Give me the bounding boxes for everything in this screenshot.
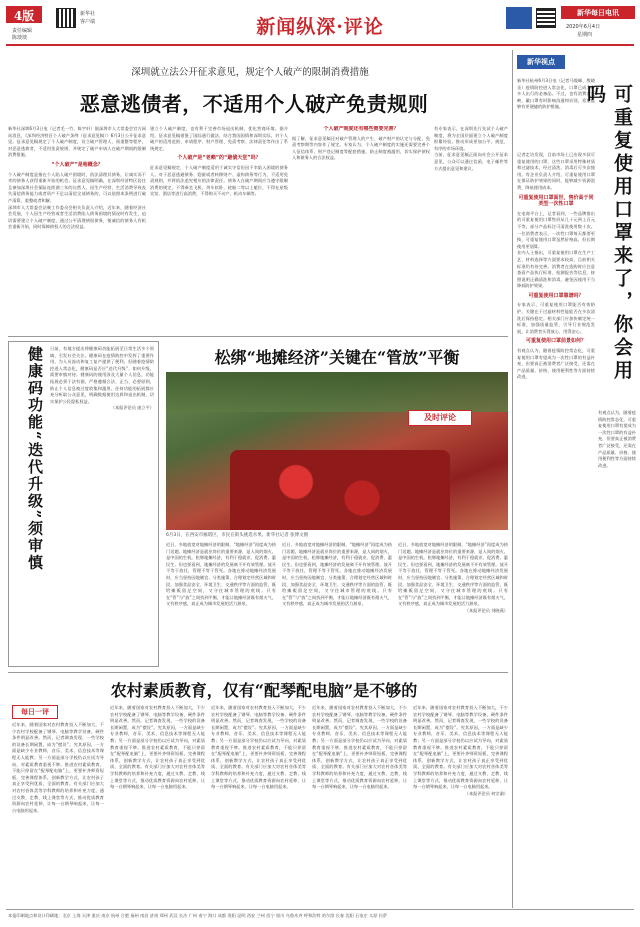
lead-intro: 新华社深圳6月3日电（记者毛一竹、陈宇轩）据深圳市人大常委会官方网站消息，《深圳经济特区个人破产条例（征求意见稿）》6月3日公开征求意见。征求意见稿规定了个人破产制度，设立破产管理人、预重整等程序，对恶意逃债者，不适用免责规则，并规定了破产申请人在破产期间的限制消费措施。: [8, 126, 146, 158]
editor-name: 陈琰琰: [12, 35, 28, 41]
bottom-body-4: 近年来，随着国家对农村教育投入不断加大，不少农村学校配备了钢琴、电脑等教学设备，硬件条件明显改善。然而，记者调查发现，一些学校的设备长期闲置，成为“摆设”。究其原因，一方面是缺少专业教师，音乐、美术、信息技术等课程无人能教；另一方面是部分学校仍以应试为导向，对素质教育重视不够。推进农村素质教育，不能只停留在“配琴配电脑”上，更要补齐师资短板，完善课程体系，创新教学方式，让农村孩子真正享受到优质、全面的教育。有关部门应加大对农村音体美等学科教师的培养和补充力度，通过支教、走教、线上课堂等方式，推动优质教育资源向农村延伸，让每一台钢琴响起来，让每一台电脑用起来。: [312, 705, 407, 790]
side-column-body-lower: [598, 410, 636, 897]
app2-logo-icon: [506, 7, 532, 29]
lead-subhead-1: “个人破产”是啥概念？: [51, 161, 103, 168]
side-body-5: 有观点认为，随着疫情防控常态化，可重复使用口罩有望成为一次性口罩的有益补充，但要真正被消费者广泛接受，还需在产品质量、价格、使用便利性等方面持续改进。: [517, 348, 595, 380]
center-column-2: [282, 542, 392, 667]
side-subhead-3: 可重复使用口罩前景如何？: [525, 338, 586, 345]
side-vertical-headline: 可重复使用口罩来了，你会用吗: [584, 84, 633, 383]
lead-body-7: 当前，征求意见稿正面向社会公开征求意见，公众可以通过信函、电子邮件等方式提出意见和建议。: [434, 152, 508, 171]
lead-column-4: [434, 126, 508, 331]
lead-body-5: 据了解，征求意见稿还对破产管理人的产生、破产财产的认定与分配、免责考察期等内容作了规定。专家认为，个人破产制度的实施还需要完善个人征信体系、财产登记制度等配套措施，防止制度被滥用，切实保护债权人和债务人的合法权益。: [292, 135, 430, 161]
footer-rule: [6, 909, 634, 910]
page-number: 4版: [13, 9, 35, 23]
app1-sub: 客户端: [80, 19, 96, 25]
editor-label: 责任编辑: [12, 28, 33, 34]
bottom-body-5: 近年来，随着国家对农村教育投入不断加大，不少农村学校配备了钢琴、电脑等教学设备，硬件条件明显改善。然而，记者调查发现，一些学校的设备长期闲置，成为“摆设”。究其原因，一方面是缺少专业教师，音乐、美术、信息技术等课程无人能教；另一方面是部分学校仍以应试为导向，对素质教育重视不够。推进农村素质教育，不能只停留在“配琴配电脑”上，更要补齐师资短板，完善课程体系，创新教学方式，让农村孩子真正享受到优质、全面的教育。有关部门应加大对农村音体美等学科教师的培养和补充力度，通过支教、走教、线上课堂等方式，推动优质教育资源向农村延伸，让每一台钢琴响起来，让每一台电脑用起来。: [413, 705, 508, 790]
bottom-column-5: [413, 705, 508, 902]
photo-awning: [166, 372, 508, 412]
app1-name: 新华社: [80, 11, 96, 17]
lead-body-6: 有专家表示，在深圳先行先试个人破产制度，将为全国层面建立个人破产制度积累经验，推动形成更加公平、规范、有序的市场环境。: [434, 126, 508, 151]
bottom-body-2: 近年来，随着国家对农村教育投入不断加大，不少农村学校配备了钢琴、电脑等教学设备，硬件条件明显改善。然而，记者调查发现，一些学校的设备长期闲置，成为“摆设”。究其原因，一方面是缺少专业教师，音乐、美术、信息技术等课程无人能教；另一方面是部分学校仍以应试为导向，对素质教育重视不够。推进农村素质教育，不能只停留在“配琴配电脑”上，更要补齐师资短板，完善课程体系，创新教学方式，让农村孩子真正享受到优质、全面的教育。有关部门应加大对农村音体美等学科教师的培养和补充力度，通过支教、走教、线上课堂等方式，推动优质教育资源向农村延伸，让每一台钢琴响起来，让每一台电脑用起来。: [110, 705, 205, 790]
side-body-1: 记者走访发现，目前市场上已出现多款可重复使用的口罩，这些口罩采用特殊材质和过滤技术，经过清洗、消毒后可多次使用。有企业负责人介绍，可重复使用口罩在保证防护效果的同时，能够减少资源浪费，降低使用成本。: [517, 152, 595, 190]
center-column-1: [166, 542, 276, 667]
lead-body-4: 征求意见稿规定，个人破产制度适用于诚实守信但因不幸陷入困境的债务人。对于恶意逃避债务、隐匿或者转移财产、虚构债务等行为，不适用免责规则，并将依法追究相应的法律责任。债务人在破产期间应当遵守限制消费的规定，不得乘坐飞机、列车软卧、轮船二等以上舱位，不得在星级宾馆、酒店等进行高消费，不得购买不动产、机动车辆等。: [150, 164, 288, 197]
badge-text: 及时评论: [424, 413, 456, 422]
lead-divider: [8, 336, 508, 337]
lead-body-2: 深圳市人大常委会法制工作委员会相关负责人介绍，近年来，随着经济社会发展，个人因生产经营或者生活消费陷入债务困境的情况时有发生，迫切需要建立个人破产制度，通过公平清理债权债务，使诚信的债务人有机会重新开始，同时保障债权人的合法权益。: [8, 204, 146, 230]
qr-code-icon-2: [536, 8, 556, 28]
side-column-body: [517, 152, 595, 897]
side-column-divider: [512, 50, 513, 908]
bottom-badge: 每日一评: [21, 708, 49, 716]
issue-weekday: 星期四: [577, 32, 593, 38]
side-body-5-cont: 有观点认为，随着疫情防控常态化，可重复使用口罩有望成为一次性口罩的有益补充，但要真正被消费者广泛接受，还需在产品质量、价格、使用便利性等方面持续改进。: [598, 410, 636, 468]
masthead-rule: [6, 44, 634, 46]
left-signature: （本报评论员 庞立平）: [110, 405, 154, 411]
side-badge: 新华视点: [527, 58, 555, 66]
center-body-3: 近日，多地放宽对地摊经济的限制，“地摊经济”再度成为热门话题。地摊经济是就业岗位的重要来源，是人间的烟火，是中国的生机。松绑地摊经济，有利于稳就业、促消费、惠民生。但也要看到，地摊经济的发展离不开有效管理。放开不等于放任，管理不等于管死。各地在推动地摊经济发展时，应当坚持因地制宜、分类施策，合理划定经营区域和时段，加强食品安全、环境卫生、交通秩序等方面的监管，既给摊贩留足空间，又守住城市管理的底线。只有在“管”与“放”之间找到平衡，才能让地摊经济既有烟火气，又有秩序感，真正成为城市发展的活力源泉。: [398, 542, 508, 607]
footer-print-sites: 本报印刷地点和设计印刷地：北京 上海 天津 重庆 南京 杭州 合肥 福州 南昌 济南 郑州 武汉 长沙 广州 南宁 海口 成都 贵阳 昆明 西安 兰州 西宁 银川 乌鲁木齐 呼和浩特 哈尔滨 长春 沈阳 石家庄 太原 拉萨: [8, 913, 388, 918]
issue-date: 2020年6月4日: [566, 24, 601, 30]
lead-body-3: 建立个人破产制度，也有利于完善市场退出机制，优化营商环境。据介绍，征求意见稿借鉴了国际通行做法，结合我国国情和深圳实际，对个人破产的适用范围、申请程序、财产管理、免责考察、法律责任等作出了系统规定。: [150, 126, 288, 151]
bottom-column-3: [211, 705, 306, 902]
side-subhead-2: 可重复使用口罩靠谱吗？: [528, 292, 584, 299]
side-intro: 新华社杭州6月3日电（记者马俊峰、殷晓圣）疫情防控进入常态化，口罩已成为许多人出行的必备品。不过，也有消费者反映，戴口罩有时影响沟通和识别，希望能够有更便捷的防护措施。: [517, 78, 595, 110]
brand-name: 新华每日电讯: [577, 9, 619, 17]
left-vertical-headline: 健康码功能“迭代升级”须审慎: [26, 346, 44, 572]
bottom-signature: （本报评论员 何宗渝）: [464, 790, 508, 796]
bottom-column-2: [110, 705, 205, 902]
photo-caption: 6月3日，在西安市雁塔区，市民在街头挑选水果。新华社记者 张博文摄: [166, 533, 309, 538]
left-body: 日前，有地方提出将健康码功能拓展至日常生活多个领域，引发社会关注。健康码在疫情防控中发挥了重要作用，为人员流动和复工复产提供了便利。但随着疫情防控进入常态化，健康码是否应“迭代升级”、如何升级，需要审慎对待。健康码的使用涉及大量个人信息，功能拓展必须于法有据，严格遵循合法、正当、必要原则，防止个人信息被过度收集和滥用。任何功能的拓展都应充分听取公众意见，明确数据使用边界和退出机制，切实保护公民隐私权益。: [50, 346, 154, 404]
side-body-2: 在电商平台上，记者看到，一些品牌推出的可重复使用口罩售价从几十元到上百元不等，部分产品标注可清洗使用数十次。一位消费者表示，一次性口罩每天都要更换，可重复使用口罩虽然价格高，但长期使用更划算。: [517, 210, 595, 249]
center-headline: 松绑“地摊经济”关键在“管放”平衡: [214, 348, 460, 367]
bottom-column-4: [312, 705, 407, 902]
center-signature: （本报评论员 刘晓燕）: [464, 607, 508, 613]
bottom-headline: 农村素质教育，仅有“配琴配电脑”是不够的: [110, 681, 418, 700]
center-body-1: 近日，多地放宽对地摊经济的限制，“地摊经济”再度成为热门话题。地摊经济是就业岗位的重要来源，是人间的烟火，是中国的生机。松绑地摊经济，有利于稳就业、促消费、惠民生。但也要看到，地摊经济的发展离不开有效管理。放开不等于放任，管理不等于管死。各地在推动地摊经济发展时，应当坚持因地制宜、分类施策，合理划定经营区域和时段，加强食品安全、环境卫生、交通秩序等方面的监管，既给摊贩留足空间，又守住城市管理的底线。只有在“管”与“放”之间找到平衡，才能让地摊经济既有烟火气，又有秩序感，真正成为城市发展的活力源泉。: [166, 542, 276, 607]
left-column-body: [50, 346, 154, 664]
bottom-body-1: 近年来，随着国家对农村教育投入不断加大，不少农村学校配备了钢琴、电脑等教学设备，硬件条件明显改善。然而，记者调查发现，一些学校的设备长期闲置，成为“摆设”。究其原因，一方面是缺少专业教师，音乐、美术、信息技术等课程无人能教；另一方面是部分学校仍以应试为导向，对素质教育重视不够。推进农村素质教育，不能只停留在“配琴配电脑”上，更要补齐师资短板，完善课程体系，创新教学方式，让农村孩子真正享受到优质、全面的教育。有关部门应加大对农村音体美等学科教师的培养和补充力度，通过支教、走教、线上课堂等方式，推动优质教育资源向农村延伸，让每一台钢琴响起来，让每一台电脑用起来。: [12, 722, 104, 813]
lead-subhead-3: 个人破产制度还有哪些需要完善？: [323, 126, 399, 132]
center-divider: [8, 672, 508, 673]
center-body-2: 近日，多地放宽对地摊经济的限制，“地摊经济”再度成为热门话题。地摊经济是就业岗位的重要来源，是人间的烟火，是中国的生机。松绑地摊经济，有利于稳就业、促消费、惠民生。但也要看到，地摊经济的发展离不开有效管理。放开不等于放任，管理不等于管死。各地在推动地摊经济发展时，应当坚持因地制宜、分类施策，合理划定经营区域和时段，加强食品安全、环境卫生、交通秩序等方面的监管，既给摊贩留足空间，又守住城市管理的底线。只有在“管”与“放”之间找到平衡，才能让地摊经济既有烟火气，又有秩序感，真正成为城市发展的活力源泉。: [282, 542, 392, 607]
lead-column-3: [292, 126, 430, 331]
photo-fruit-pile: [230, 450, 450, 530]
side-body-3: 业内人士指出，可重复使用口罩在生产工艺、材料选择等方面要求较高，目前相关标准仍有待完善。消费者在选购时应注意查看产品执行标准、检测报告等信息，按照说明正确清洗和消毒，避免因使用不当降低防护效果。: [517, 250, 595, 289]
bottom-body-3: 近年来，随着国家对农村教育投入不断加大，不少农村学校配备了钢琴、电脑等教学设备，硬件条件明显改善。然而，记者调查发现，一些学校的设备长期闲置，成为“摆设”。究其原因，一方面是缺少专业教师，音乐、美术、信息技术等课程无人能教；另一方面是部分学校仍以应试为导向，对素质教育重视不够。推进农村素质教育，不能只停留在“配琴配电脑”上，更要补齐师资短板，完善课程体系，创新教学方式，让农村孩子真正享受到优质、全面的教育。有关部门应加大对农村音体美等学科教师的培养和补充力度，通过支教、走教、线上课堂等方式，推动优质教育资源向农村延伸，让每一台钢琴响起来，让每一台电脑用起来。: [211, 705, 306, 790]
center-column-3: [398, 542, 508, 667]
lead-subhead-2: 个人破产是“老赖”的“避债天堂”吗？: [177, 155, 261, 162]
lead-kicker: 深圳就立法公开征求意见，规定个人破产的限制消费措施: [131, 67, 369, 78]
lead-body-1: 个人破产制度是指在个人陷入破产困境时，依法清理其债务，让诚实而不幸的债务人获得重新开始的机会。征求意见稿明确，在深圳经济特区居住且参加深圳社会保险连续满三年的自然人，因生产经营、生活消费导致丧失清偿债务能力或者资产不足以清偿全部债务的，可以依照本条例进行破产清算、重整或者和解。: [8, 171, 146, 203]
lead-column-2: [150, 126, 288, 331]
section-title: 新闻纵深·评论: [256, 16, 384, 38]
lead-column-1: [8, 126, 146, 331]
bottom-column-1: [12, 722, 104, 902]
side-subhead-1: 可重复使用口罩面世，售价高于同类型一次性口罩: [518, 194, 594, 208]
lead-headline: 恶意逃债者，不适用个人破产免责规则: [79, 92, 429, 116]
side-body-4: 专家表示，可重复使用口罩能否有效防护，关键在于过滤材料性能能否在多次清洗后保持稳定。相关部门应加快制定统一标准，加强质量监管，引导行业规范发展，让消费者买得放心、用得安心。: [517, 302, 595, 334]
